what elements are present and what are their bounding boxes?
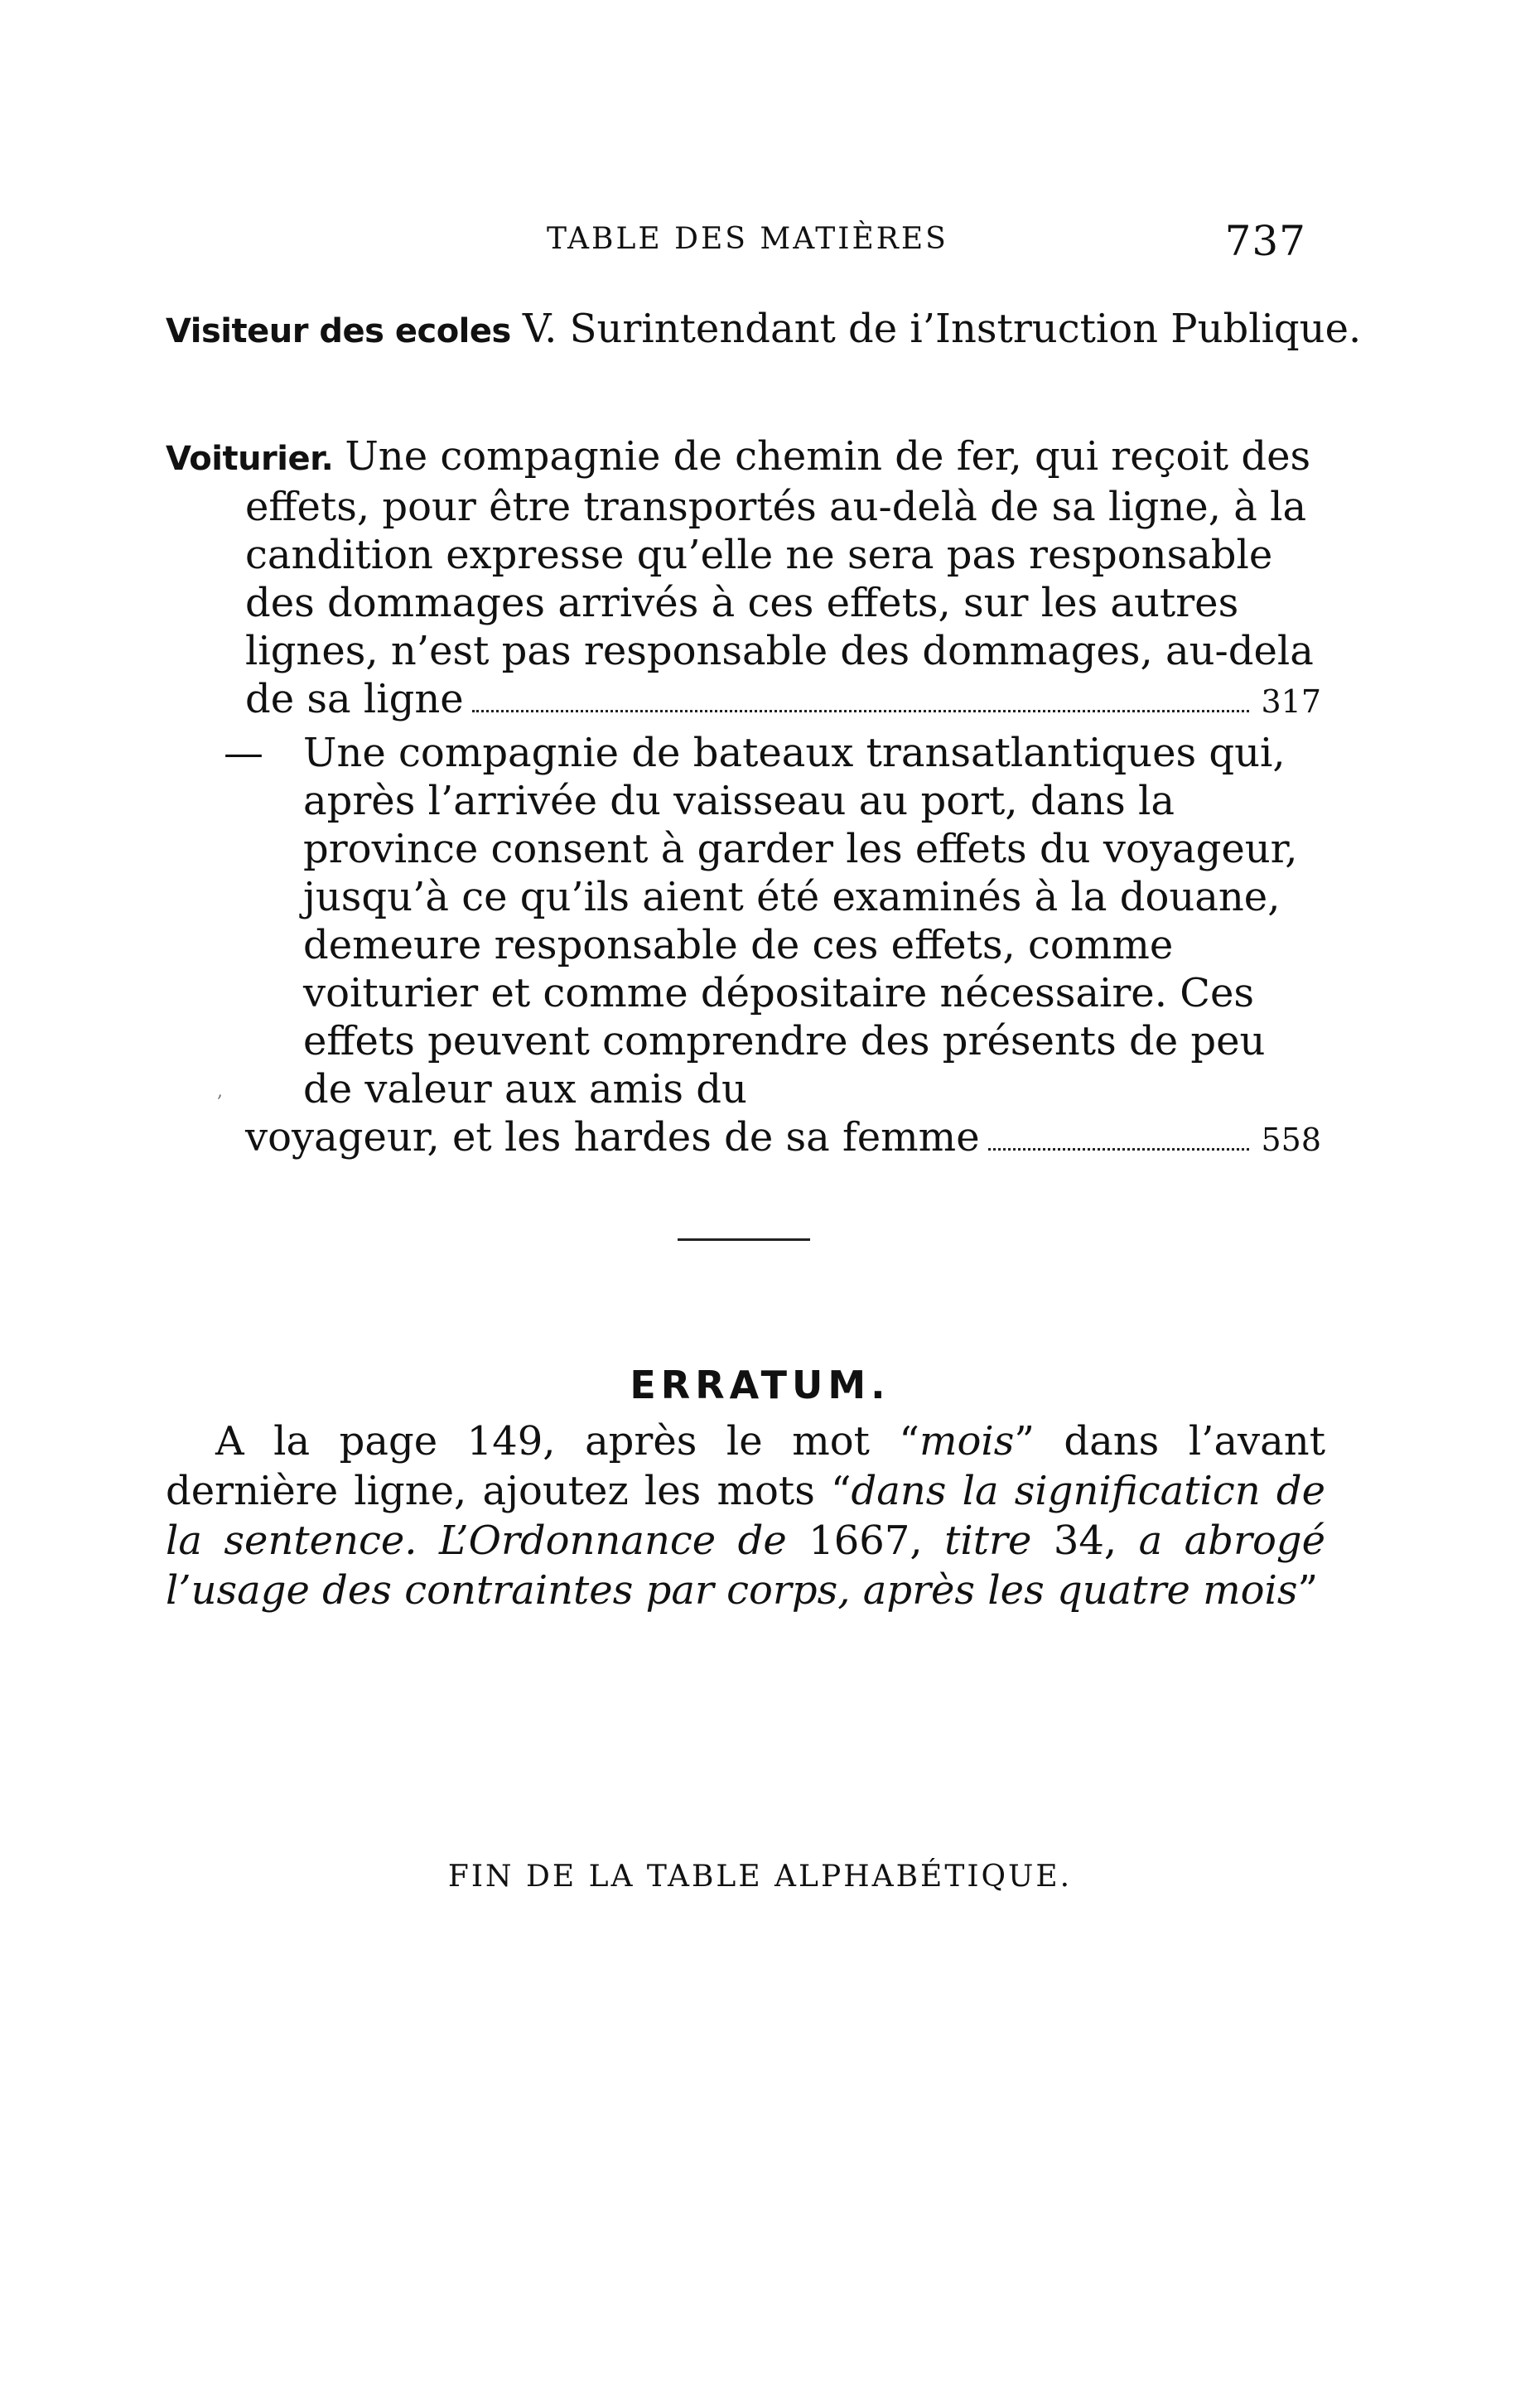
erratum-text: 1667, bbox=[808, 1518, 923, 1564]
erratum-text: 34, bbox=[1053, 1518, 1117, 1564]
index-sub-entry bbox=[166, 729, 1321, 1164]
entry-last-text: de sa ligne bbox=[245, 676, 464, 722]
entry-last-text: voyageur, et les hardes de sa femme bbox=[245, 1114, 980, 1161]
erratum-paragraph bbox=[166, 1416, 1325, 1615]
section-divider bbox=[678, 1238, 810, 1241]
erratum-text: A la page 149, après le mot “ bbox=[215, 1418, 919, 1465]
print-speck: , bbox=[217, 1081, 223, 1102]
dot-leader bbox=[988, 1148, 1250, 1151]
page-reference: 558 bbox=[1261, 1122, 1321, 1158]
entry-text: V. Surintendant de i’Instruction Publique. bbox=[522, 306, 1362, 352]
erratum-italic: a abrogé l’usage des contraintes par corps, après les quatre mois bbox=[166, 1518, 1325, 1614]
erratum-text: ” bbox=[1297, 1567, 1319, 1614]
running-head: TABLE DES MATIÈRES bbox=[547, 222, 948, 256]
index-entry-visiteur bbox=[166, 305, 1401, 355]
entry-headword: Visiteur des ecoles bbox=[166, 312, 511, 350]
erratum-italic: titre bbox=[944, 1518, 1032, 1564]
page-reference: 317 bbox=[1261, 683, 1321, 720]
dot-leader bbox=[472, 710, 1250, 712]
erratum-text: ” dans l’avant dernière ligne, ajoutez les mots “ bbox=[166, 1418, 1325, 1514]
entry-text: Une compagnie de bateaux transatlantiques qui, après l’arrivée du vaisseau au port, dans la province consent à garder les effets du voyageur, jusqu’à ce qu’ils aient été examinés à la douane, demeure responsable de ces effets, comme voiturier et comme dépositaire nécessaire. Ces effets peuvent comprendre des présents de peu de valeur aux amis du bbox=[303, 730, 1298, 1112]
entry-dash: — bbox=[224, 730, 263, 776]
erratum-italic: dans la significaticn de la sentence. L’Ordonnance de bbox=[166, 1468, 1325, 1564]
entry-last-line bbox=[166, 675, 1321, 726]
entry-text: Une compagnie de chemin de fer, qui reçoit des effets, pour être transportés au-delà de sa ligne, à la candition expresse qu’elle ne sera pas responsable des dommages arrivés à ces effets, sur les autres lignes, n’est pas responsable des dommages, au-dela bbox=[245, 433, 1314, 674]
index-entry-voiturier bbox=[166, 432, 1321, 726]
entry-last-line bbox=[166, 1113, 1321, 1164]
erratum-title: ERRATUM. bbox=[630, 1363, 890, 1407]
entry-headword: Voiturier. bbox=[166, 440, 334, 478]
erratum-italic: mois bbox=[919, 1418, 1015, 1465]
end-of-table-note: FIN DE LA TABLE ALPHABÉTIQUE. bbox=[447, 1860, 1073, 1894]
page-number: 737 bbox=[1224, 217, 1306, 265]
